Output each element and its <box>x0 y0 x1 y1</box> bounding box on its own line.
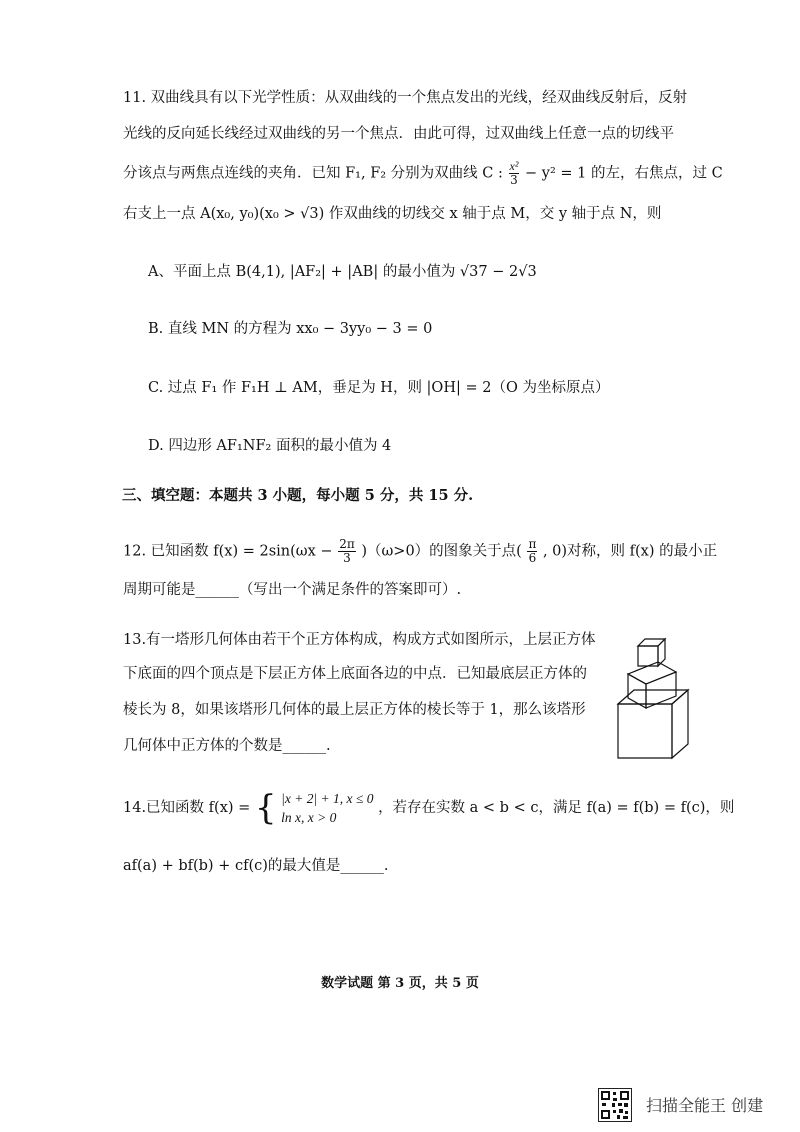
fraction-numerator: x² <box>509 159 519 173</box>
q11-line-1: 11. 双曲线具有以下光学性质：从双曲线的一个焦点发出的光线，经双曲线反射后，反射 <box>123 90 688 106</box>
fraction-pi-over-6 <box>527 538 537 565</box>
q14-line-1-a: 14.已知函数 f(x) = <box>123 800 251 816</box>
brace-symbol: { <box>254 788 277 828</box>
q14-line-1-b: ，若存在实数 a < b < c，满足 f(a) = f(b) = f(c)，则 <box>378 800 735 816</box>
page-footer: 数学试题 第 3 页，共 5 页 <box>321 976 479 991</box>
q11-line-3 <box>123 160 723 187</box>
bottom-cube-side <box>672 690 688 758</box>
q11-line-3-a: 分该点与两焦点连线的夹角．已知 F₁, F₂ 分别为双曲线 C : <box>123 165 503 182</box>
case-2: ln x, x > 0 <box>281 810 337 825</box>
q11-option-a: A、平面上点 B(4,1), |AF₂| + |AB| 的最小值为 √37 − 2√3 <box>148 264 537 280</box>
fraction-denominator: 6 <box>528 551 537 565</box>
q11-line-3-b: − y² = 1 的左，右焦点，过 C <box>525 165 723 182</box>
q13-line-4: 几何体中正方体的个数是______. <box>123 738 331 754</box>
fraction-numerator: π <box>528 537 537 551</box>
scanner-watermark <box>598 1088 788 1120</box>
fraction-denominator: 3 <box>343 551 351 565</box>
section-3-heading: 三、填空题：本题共 3 小题，每小题 5 分，共 15 分. <box>122 487 474 504</box>
case-1: |x + 2| + 1, x ≤ 0 <box>281 791 374 806</box>
q14-line-1 <box>123 786 734 830</box>
piecewise-cases <box>281 789 373 827</box>
q11-line-2: 光线的反向延长线经过双曲线的另一个焦点．由此可得，过双曲线上任意一点的切线平 <box>123 126 674 142</box>
qr-code-icon <box>598 1088 632 1122</box>
q12-line-1 <box>123 538 717 565</box>
q13-line-1: 13.有一塔形几何体由若干个正方体构成，构成方式如图所示，上层正方体 <box>123 632 596 648</box>
fraction-x2-over-3 <box>509 160 520 187</box>
q13-line-2: 下底面的四个顶点是下层正方体上底面各边的中点．已知最底层正方体的 <box>123 666 587 682</box>
q12-line-1-b: )（ω>0）的图象关于点( <box>361 543 522 560</box>
q11-line-4: 右支上一点 A(x₀, y₀)(x₀ > √3) 作双曲线的切线交 x 轴于点 M，交 y 轴于点 N，则 <box>123 206 662 222</box>
bottom-cube-front <box>618 704 672 758</box>
watermark-text: 扫描全能王 创建 <box>646 1096 764 1115</box>
fraction-2pi-over-3 <box>338 538 356 565</box>
cube-tower-figure <box>612 634 702 762</box>
q11-option-b: B. 直线 MN 的方程为 xx₀ − 3yy₀ − 3 = 0 <box>148 321 433 337</box>
q12-line-2: 周期可能是______（写出一个满足条件的答案即可）. <box>123 582 462 598</box>
q13-line-3: 棱长为 8，如果该塔形几何体的最上层正方体的棱长等于 1，那么该塔形 <box>123 702 586 718</box>
q14-line-2: af(a) + bf(b) + cf(c)的最大值是______. <box>123 858 389 874</box>
middle-cube-top <box>628 662 676 684</box>
q11-option-c: C. 过点 F₁ 作 F₁H ⊥ AM，垂足为 H，则 |OH| = 2（O 为坐标原点） <box>148 380 610 396</box>
q11-option-d: D. 四边形 AF₁NF₂ 面积的最小值为 4 <box>148 438 392 454</box>
fraction-numerator: 2π <box>339 537 355 551</box>
fraction-denominator: 3 <box>510 173 518 187</box>
q12-line-1-c: , 0)对称，则 f(x) 的最小正 <box>542 543 718 560</box>
q12-line-1-a: 12. 已知函数 f(x) = 2sin(ωx − <box>123 543 333 560</box>
